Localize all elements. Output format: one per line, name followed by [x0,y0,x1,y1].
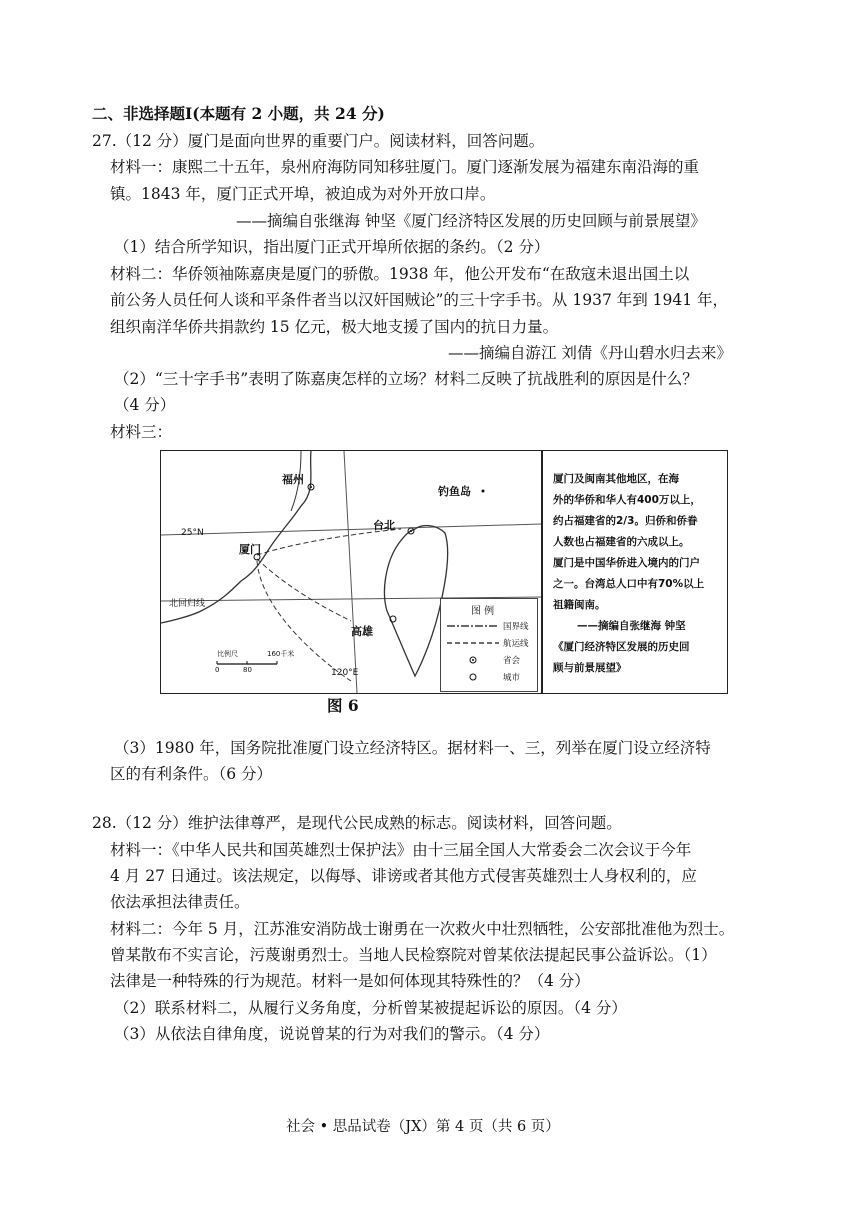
legend-capital-label: 省会 [503,656,521,666]
legend-city-label: 城市 [503,673,521,683]
note-line-2: 外的华侨和华人有400万以上， [553,494,701,506]
map-label-lat25: 25°N [181,528,204,538]
material-2-line-1: 材料二：华侨领袖陈嘉庚是厦门的骄傲。1938 年，他公开发布“在敌寇未退出国土以 [110,265,690,283]
figure-caption: 图 6 [327,696,359,715]
map-label-gaoxiong: 高雄 [351,625,373,638]
question-27-3-line-2: 区的有利条件。（6 分） [110,765,273,783]
map-label-xiamen: 厦门 [239,543,261,556]
page-footer: 社会 • 思品试卷（JX）第 4 页（共 6 页） [286,1119,560,1135]
question-27-3-line-1: （3）1980 年，国务院批准厦门设立经济特区。据材料一、三，列举在厦门设立经济特 [114,739,711,757]
q28-material-2-line-1: 材料二：今年 5 月，江苏淮安消防战士谢勇在一次救火中壮烈牺牲，公安部批准他为烈士。 [110,920,735,938]
material-1-line-1: 材料一：康熙二十五年，泉州府海防同知移驻厦门。厦门逐渐发展为福建东南沿海的重 [110,158,700,176]
scale-label-80: 80 [243,666,252,674]
route-south [257,561,351,681]
map-legend [440,598,538,692]
question-27-2-line-1: （2）“三十字手书”表明了陈嘉庚怎样的立场？材料二反映了抗战胜利的原因是什么？ [114,370,698,388]
q28-material-2-line-3: 法律是一种特殊的行为规范。材料一是如何体现其特殊性的？（4 分） [110,972,590,990]
question-28-2: （2）联系材料二，从履行义务角度，分析曾某被提起诉讼的原因。（4 分） [114,999,627,1017]
q28-material-1-line-3: 依法承担法律责任。 [110,893,250,911]
map-label-tropic: 北回归线 [169,599,206,609]
question-28-3: （3）从依法自律角度，说说曾某的行为对我们的警示。（4 分） [114,1025,550,1043]
material-1-source: ——摘编自张继海 钟坚《厦门经济特区发展的历史回顾与前景展望》 [236,212,706,230]
material-2-line-3: 组织南洋华侨共捐款约 15 亿元，极大地支援了国内的抗日力量。 [110,318,559,336]
material-3-label: 材料三： [110,423,173,441]
note-line-6: 之一。台湾总人口中有70%以上 [553,578,705,590]
legend-title: 图 例 [471,606,495,617]
taiwan-island [384,526,447,676]
q28-material-2-line-2: 曾某散布不实言论，污蔑谢勇烈士。当地人民检察院对曾某依法提起民事公益诉讼。（1） [110,946,717,964]
legend-route-label: 航运线 [503,639,529,649]
legend-row-city [441,670,537,684]
note-line-9: 《厦门经济特区发展的历史回 [553,641,690,653]
legend-row-border [441,619,537,633]
map-label-scale: 比例尺 [217,650,238,658]
q28-material-1-line-1: 材料一：《中华人民共和国英雄烈士保护法》由十三届全国人大常委会二次会议于今年 [110,841,692,859]
question-27-1: （1）结合所学知识，指出厦门正式开埠所依据的条约。（2 分） [114,238,550,256]
legend-border-label: 国界线 [503,622,529,632]
note-line-3: 约占福建省的2/3。归侨和侨眷 [553,515,698,527]
route-xiamen-gaoxiong [257,559,351,621]
latitude-25-line [161,524,541,535]
material-1-line-2: 镇。1843 年，厦门正式开埠，被迫成为对外开放口岸。 [110,185,496,203]
note-line-4: 人数也占福建省的六成以上。 [553,536,690,548]
question-27-2-line-2: （4 分） [114,396,176,414]
map-side-note [541,451,727,693]
diaoyu-marker [482,490,485,493]
note-line-5: 厦门是中国华侨进入境内的门户 [553,557,700,569]
longitude-120-line [344,451,357,693]
material-2-source: ——摘编自游江 刘倩《丹山碧水归去来》 [448,344,732,362]
q28-material-1-line-2: 4 月 27 日通过。该法规定，以侮辱、诽谤或者其他方式侵害英雄烈士人身权利的，应 [110,867,697,885]
scale-label-160: 160千米 [267,650,295,658]
legend-row-capital [441,653,537,667]
map-label-fuzhou: 福州 [282,473,304,486]
question-28-title: 28.（12 分）维护法律尊严，是现代公民成熟的标志。阅读材料，回答问题。 [92,814,622,832]
note-line-7: 祖籍闽南。 [553,599,606,611]
map-label-taibei: 台北 [373,519,395,532]
question-27-title: 27.（12 分）厦门是面向世界的重要门户。阅读材料，回答问题。 [92,132,545,150]
map-figure [160,450,728,694]
scale-label-0: 0 [215,666,220,674]
section-heading: 二、非选择题Ⅰ(本题有 2 小题，共 24 分) [92,104,385,123]
note-line-8: ——摘编自张继海 钟坚 [577,620,686,632]
map-label-diaoyu: 钓鱼岛 [438,485,471,498]
note-line-1: 厦门及闽南其他地区，在海 [553,473,679,485]
legend-row-route [441,636,537,650]
map-label-lon120: 120°E [331,668,359,678]
note-line-10: 顾与前景展望》 [553,662,627,674]
material-2-line-2: 前公务人员任何人谈和平条件者当以汉奸国贼论”的三十字手书。从 1937 年到 1941 年， [110,291,729,309]
